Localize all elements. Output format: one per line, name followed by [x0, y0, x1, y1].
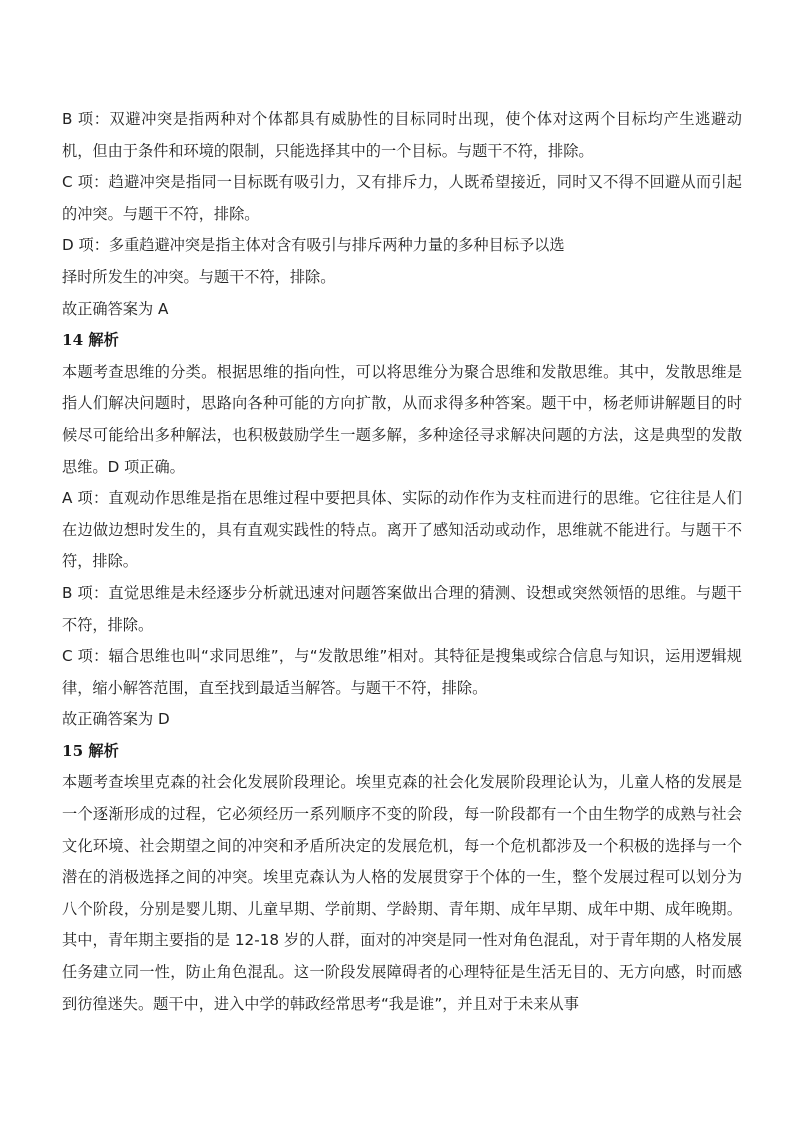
- option-c-explanation: C 项：趋避冲突是指同一目标既有吸引力，又有排斥力，人既希望接近，同时又不得不回避从而引起的冲突。与题干不符，排除。: [62, 173, 742, 223]
- question-14-analysis: 本题考查思维的分类。根据思维的指向性，可以将思维分为聚合思维和发散思维。其中，发散思维是指人们解决问题时，思路向各种可能的方向扩散，从而求得多种答案。题干中，杨老师讲解题目的时候尽可能给出多种解法，也积极鼓励学生一题多解，多种途径寻求解决问题的方法，这是典型的发散思维。D 项正确。: [62, 362, 742, 476]
- option-c-explanation: C 项：辐合思维也叫“求同思维”，与“发散思维”相对。其特征是搜集或综合信息与知识，运用逻辑规律，缩小解答范围，直至找到最适当解答。与题干不符，排除。: [62, 647, 742, 697]
- option-d-explanation: D 项：多重趋避冲突是指主体对含有吸引与排斥两种力量的多种目标予以选: [62, 236, 565, 255]
- question-15-analysis: 本题考查埃里克森的社会化发展阶段理论。埃里克森的社会化发展阶段理论认为，儿童人格的发展是一个逐渐形成的过程，它必须经历一系列顺序不变的阶段，每一阶段都有一个由生物学的成熟与社会文化环境、社会期望之间的冲突和矛盾所决定的发展危机，每一个危机都涉及一个积极的选择与一个潜在的消极选择之间的冲突。埃里克森认为人格的发展贯穿于个体的一生，整个发展过程可以划分为八个阶段，分别是婴儿期、儿童早期、学前期、学龄期、青年期、成年早期、成年中期、成年晚期。其中，青年期主要指的是 12-18 岁的人群，面对的冲突是同一性对角色混乱，对于青年期的人格发展任务建立同一性，防止角色混乱。这一阶段发展障碍者的心理特征是生活无目的、无方向感，时而感到彷徨迷失。题干中，进入中学的韩政经常思考“我是谁”，并且对于未来从事: [62, 773, 742, 1013]
- answer-line: 故正确答案为 D: [62, 710, 170, 729]
- section-heading-14: 14 解析: [62, 331, 119, 350]
- option-b-explanation: B 项：直觉思维是未经逐步分析就迅速对问题答案做出合理的猜测、设想或突然领悟的思维。与题干不符，排除。: [62, 583, 742, 634]
- answer-explanations: [62, 104, 742, 1020]
- section-heading-15: 15 解析: [62, 741, 119, 760]
- option-d-explanation-continued: 择时所发生的冲突。与题干不符，排除。: [62, 267, 336, 286]
- option-b-explanation: B 项：双避冲突是指两种对个体都具有威胁性的目标同时出现，使个体对这两个目标均产生逃避动机，但由于条件和环境的限制，只能选择其中的一个目标。与题干不符，排除。: [62, 110, 742, 160]
- option-a-explanation: A 项：直观动作思维是指在思维过程中要把具体、实际的动作作为支柱而进行的思维。它往往是人们在边做边想时发生的，具有直观实践性的特点。离开了感知活动或动作，思维就不能进行。与题干不符，排除。: [62, 489, 742, 571]
- answer-line: 故正确答案为 A: [62, 299, 169, 318]
